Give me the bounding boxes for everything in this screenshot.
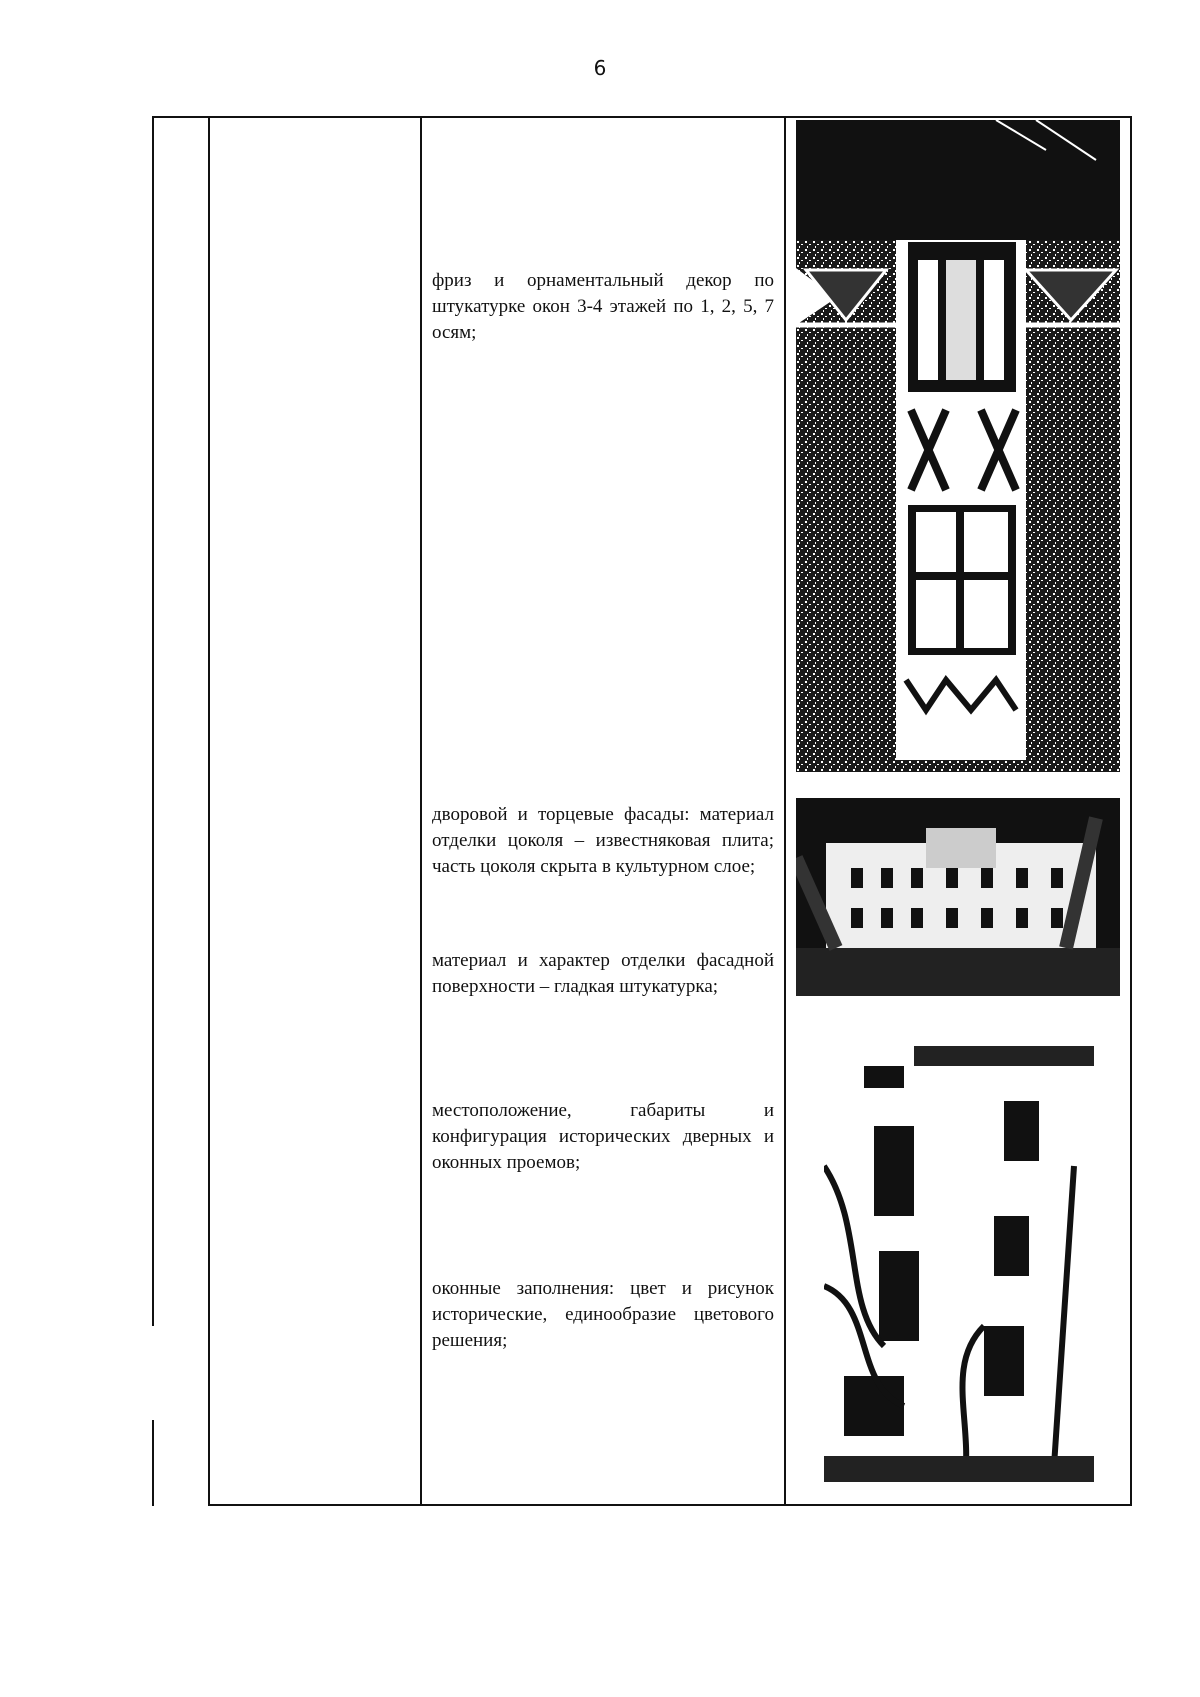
table-column-line (152, 116, 154, 1326)
table-top-border (152, 116, 1132, 118)
facade-window-photo (796, 120, 1120, 772)
table-bottom-border (208, 1504, 1132, 1506)
table-column-line (420, 116, 422, 1506)
description-cell: оконные заполнения: цвет и рисунок исторические, единообразие цветового решения; (432, 1278, 774, 1351)
description-cell: фриз и орнаментальный декор по штукатурке окон 3-4 этажей по 1, 2, 5, 7 осям; (432, 270, 774, 343)
table-column-line (1130, 116, 1132, 1506)
table-column-line (152, 1420, 154, 1506)
page-number: 6 (593, 56, 607, 80)
table-column-line (208, 116, 210, 1506)
side-facade-photo (824, 1046, 1094, 1482)
description-cell: дворовой и торцевые фасады: материал отделки цоколя – известняковая плита; часть цоколя скрыта в культурном слое; (432, 804, 774, 877)
table-column-line (784, 116, 786, 1506)
description-cell: местоположение, габариты и конфигурация исторических дверных и оконных проемов; (432, 1100, 774, 1173)
description-cell: материал и характер отделки фасадной поверхности – гладкая штукатурка; (432, 950, 774, 997)
courtyard-facade-photo (796, 798, 1120, 996)
